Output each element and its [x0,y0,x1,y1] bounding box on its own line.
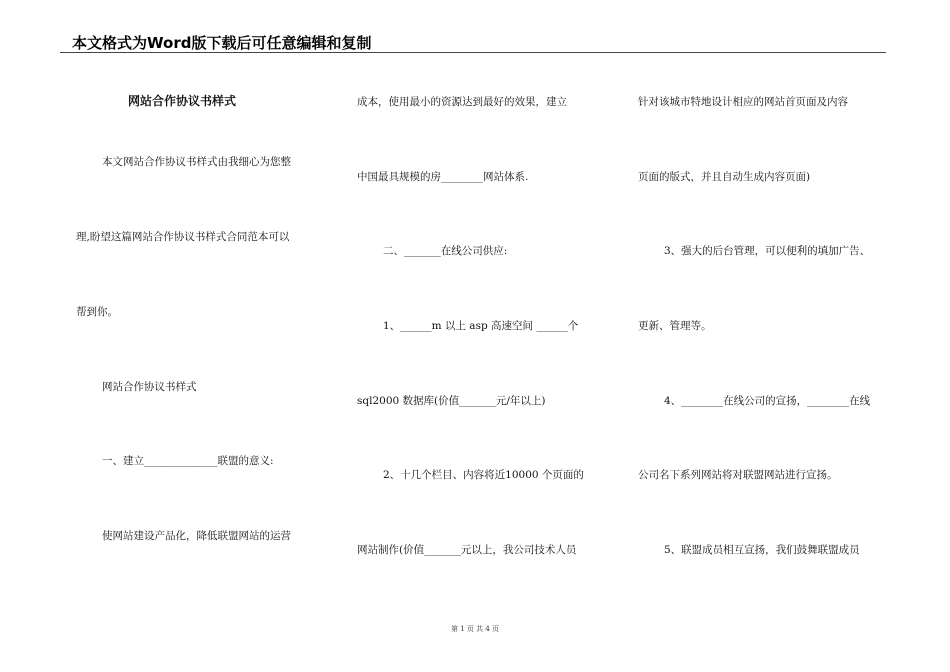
text-line: 帮到你。 [76,306,118,318]
text-line: 二、_______在线公司供应: [383,245,508,257]
text-line: 5、联盟成员相互宣扬，我们鼓舞联盟成员 [664,544,860,556]
text-line: 3、强大的后台管理，可以便利的填加广告、 [664,245,871,257]
text-line: 成本，使用最小的资源达到最好的效果，建立 [357,96,567,108]
text-line: 中国最具规模的房________网站体系. [357,171,529,183]
document-title: 网站合作协议书样式 [128,94,237,108]
text-line: 更新、管理等。 [638,320,712,332]
text-line: 一、建立______________联盟的意义: [102,455,274,467]
text-line: 4、________在线公司的宣扬，________在线 [664,395,871,407]
text-line: 2、十几个栏目、内容将近10000 个页面的 [383,469,584,481]
document-header: 本文格式为Word版下载后可任意编辑和复制 [72,34,372,52]
text-line: 针对该城市特地设计相应的网站首页面及内容 [638,96,848,108]
text-line: sql2000 数据库(价值_______元/年以上) [357,395,546,407]
text-line: 理,盼望这篇网站合作协议书样式合同范本可以 [76,231,290,243]
text-line: 网站合作协议书样式 [102,381,197,393]
text-line: 使网站建设产品化，降低联盟网站的运营 [102,530,291,542]
text-line: 1、______m 以上 asp 高速空间 ______个 [383,320,579,332]
page-number-footer: 第 1 页 共 4 页 [450,625,500,633]
text-line: 公司名下系列网站将对联盟网站进行宣扬。 [638,469,838,481]
header-divider [60,52,886,53]
text-line: 网站制作(价值_______元以上，我公司技术人员 [357,544,577,556]
text-line: 本文网站合作协议书样式由我细心为您整 [102,156,291,168]
text-line: 页面的版式，并且自动生成内容页面) [638,171,811,183]
